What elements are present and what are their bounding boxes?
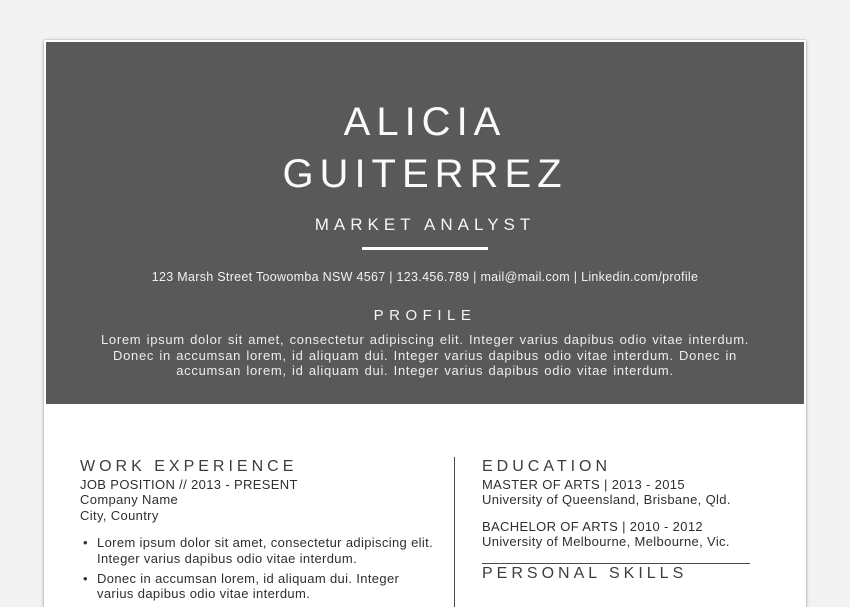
job-bullet-item (80, 571, 437, 602)
candidate-job-title: MARKET ANALYST (314, 215, 536, 234)
school-line: University of Queensland, Brisbane, Qld. (482, 492, 731, 508)
contact-line: 123 Marsh Street Toowomba NSW 4567 | 123.456.789 | mail@mail.com | Linkedin.com/profile (151, 270, 699, 284)
job-bullet-text: Lorem ipsum dolor sit amet, consectetur adipiscing elit. Integer varius dapibus odio vitae interdum. (97, 535, 434, 566)
degree-line: BACHELOR OF ARTS | 2010 - 2012 (482, 518, 704, 534)
education-entry (482, 477, 750, 508)
job-position-line: JOB POSITION // 2013 - PRESENT (80, 477, 298, 492)
resume-page (44, 40, 806, 607)
column-divider (454, 457, 455, 607)
work-experience-section (80, 457, 437, 607)
title-underline-divider (362, 247, 488, 250)
company-name: Company Name (80, 492, 179, 508)
company-location: City, Country (80, 507, 159, 523)
candidate-name-line1: ALICIA (343, 100, 507, 144)
candidate-name-line2: GUITERREZ (282, 152, 568, 196)
job-bullet-item (80, 535, 437, 566)
profile-section-heading: PROFILE (373, 307, 477, 324)
candidate-name (46, 42, 804, 200)
bullet-dot-icon: • (83, 535, 88, 551)
personal-skills-heading: PERSONAL SKILLS (482, 564, 688, 582)
job-bullet-list (80, 535, 437, 602)
work-experience-entry (80, 477, 437, 602)
resume-body (46, 404, 804, 607)
profile-summary-text: Lorem ipsum dolor sit amet, consectetur adipiscing elit. Integer varius dapibus odio vitae interdum. Donec in accumsan lorem, id aliquam dui. Integer varius dapibus odio vitae interdum. Donec in accumsan lorem, id aliquam dui. Integer varius dapibus odio vitae interdum. (100, 332, 750, 379)
right-column (482, 457, 750, 607)
school-line: University of Melbourne, Melbourne, Vic. (482, 534, 730, 550)
resume-header (46, 42, 804, 404)
education-entry (482, 519, 750, 550)
degree-line: MASTER OF ARTS | 2013 - 2015 (482, 477, 685, 492)
work-experience-heading: WORK EXPERIENCE (80, 458, 298, 475)
job-bullet-text: Donec in accumsan lorem, id aliquam dui. Integer varius dapibus odio vitae interdum. (97, 571, 400, 602)
education-heading: EDUCATION (482, 458, 612, 475)
bullet-dot-icon: • (83, 571, 88, 587)
